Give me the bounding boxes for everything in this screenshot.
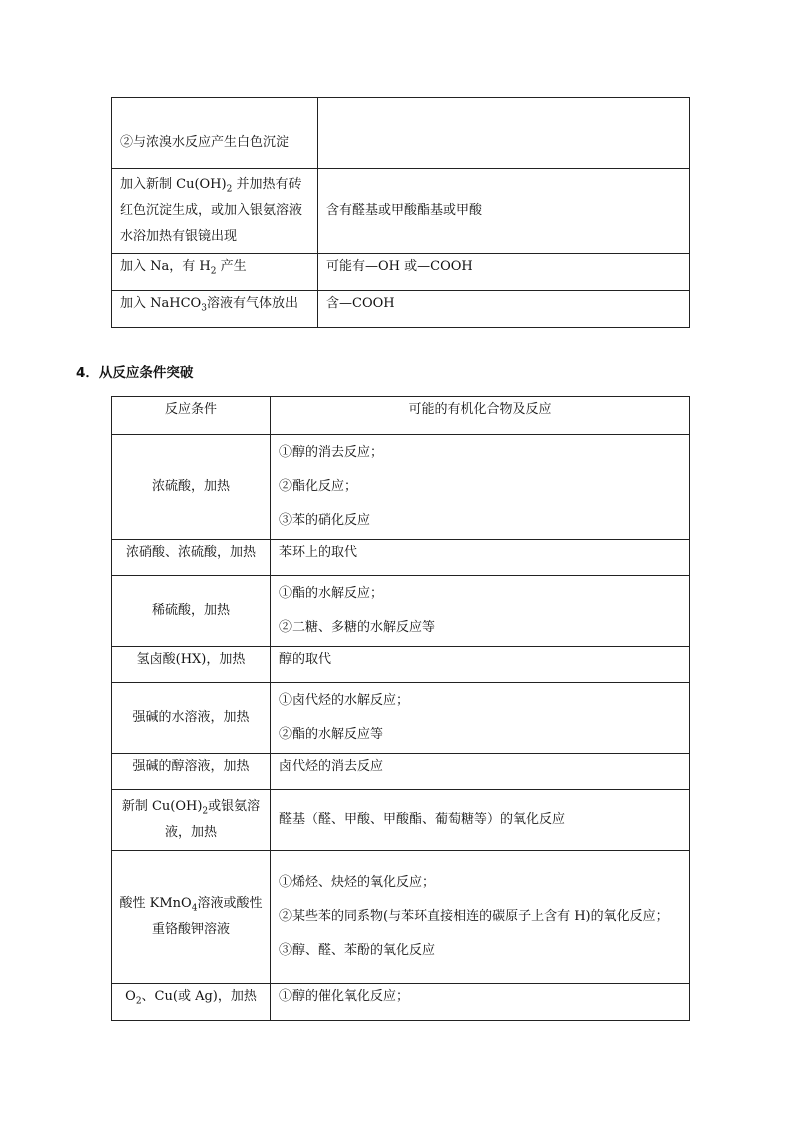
result-cell: 醇的取代 xyxy=(271,647,690,683)
result-line: ②某些苯的同系物(与苯环直接相连的碳原子上含有 H)的氧化反应； xyxy=(279,909,669,924)
table-row xyxy=(112,576,690,647)
table-row xyxy=(112,540,690,576)
reaction-conditions-table xyxy=(111,396,690,1021)
header-cell-reactions: 可能的有机化合物及反应 xyxy=(271,397,690,435)
condition-cell: 加入 Na，有 $H_2$ 产生 xyxy=(112,254,318,291)
result-cell xyxy=(271,683,690,754)
table-row xyxy=(112,984,690,1021)
result-line: ①卤代烃的水解反应； xyxy=(279,693,410,708)
table-row xyxy=(112,790,690,851)
table-row xyxy=(112,851,690,984)
result-cell: 苯环上的取代 xyxy=(271,540,690,576)
identification-table xyxy=(111,97,690,328)
table-row xyxy=(112,98,690,169)
condition-cell: ②与浓溴水反应产生白色沉淀 xyxy=(112,98,318,169)
condition-cell: $O_2$、Cu(或 Ag)，加热 xyxy=(112,984,271,1021)
result-cell: 含有醛基或甲酸酯基或甲酸 xyxy=(318,169,690,254)
result-cell xyxy=(318,98,690,169)
result-line: ③醇、醛、苯酚的氧化反应 xyxy=(279,943,436,958)
result-cell xyxy=(271,851,690,984)
result-line: ②酯的水解反应等 xyxy=(279,727,384,742)
condition-cell: 加入新制 $Cu(OH)_2$ 并加热有砖红色沉淀生成，或加入银氨溶液水浴加热有银镜出现 xyxy=(112,169,318,254)
result-cell xyxy=(271,435,690,540)
table-row xyxy=(112,291,690,328)
result-line: ②酯化反应； xyxy=(279,479,358,494)
header-cell-condition: 反应条件 xyxy=(112,397,271,435)
section-heading: 4．从反应条件突破 xyxy=(76,365,194,381)
table-row xyxy=(112,435,690,540)
condition-cell: 新制 $Cu(OH)_2$或银氨溶液，加热 xyxy=(112,790,271,851)
result-cell: 可能有—OH 或—COOH xyxy=(318,254,690,291)
condition-cell: 浓硫酸，加热 xyxy=(112,435,271,540)
result-line: ②二糖、多糖的水解反应等 xyxy=(279,620,436,635)
result-cell: 醛基（醛、甲酸、甲酸酯、葡萄糖等）的氧化反应 xyxy=(271,790,690,851)
table-header-row xyxy=(112,397,690,435)
result-cell: 卤代烃的消去反应 xyxy=(271,754,690,790)
result-cell xyxy=(271,576,690,647)
condition-cell: 稀硫酸，加热 xyxy=(112,576,271,647)
condition-cell: 酸性 KMnO$_4$溶液或酸性重铬酸钾溶液 xyxy=(112,851,271,984)
table-row xyxy=(112,647,690,683)
condition-cell: 强碱的水溶液，加热 xyxy=(112,683,271,754)
table-row xyxy=(112,254,690,291)
result-cell: ①醇的催化氧化反应； xyxy=(271,984,690,1021)
condition-cell: 氢卤酸(HX)，加热 xyxy=(112,647,271,683)
result-line: ①醇的消去反应； xyxy=(279,445,384,460)
condition-cell: 强碱的醇溶液，加热 xyxy=(112,754,271,790)
result-cell: 含—COOH xyxy=(318,291,690,328)
table-row xyxy=(112,683,690,754)
condition-cell: 加入 NaHCO$_3$溶液有气体放出 xyxy=(112,291,318,328)
condition-cell: 浓硝酸、浓硫酸，加热 xyxy=(112,540,271,576)
table-row xyxy=(112,169,690,254)
result-line: ③苯的硝化反应 xyxy=(279,513,371,528)
result-line: ①酯的水解反应； xyxy=(279,586,384,601)
table-row xyxy=(112,754,690,790)
result-line: ①烯烃、炔烃的氧化反应； xyxy=(279,875,436,890)
